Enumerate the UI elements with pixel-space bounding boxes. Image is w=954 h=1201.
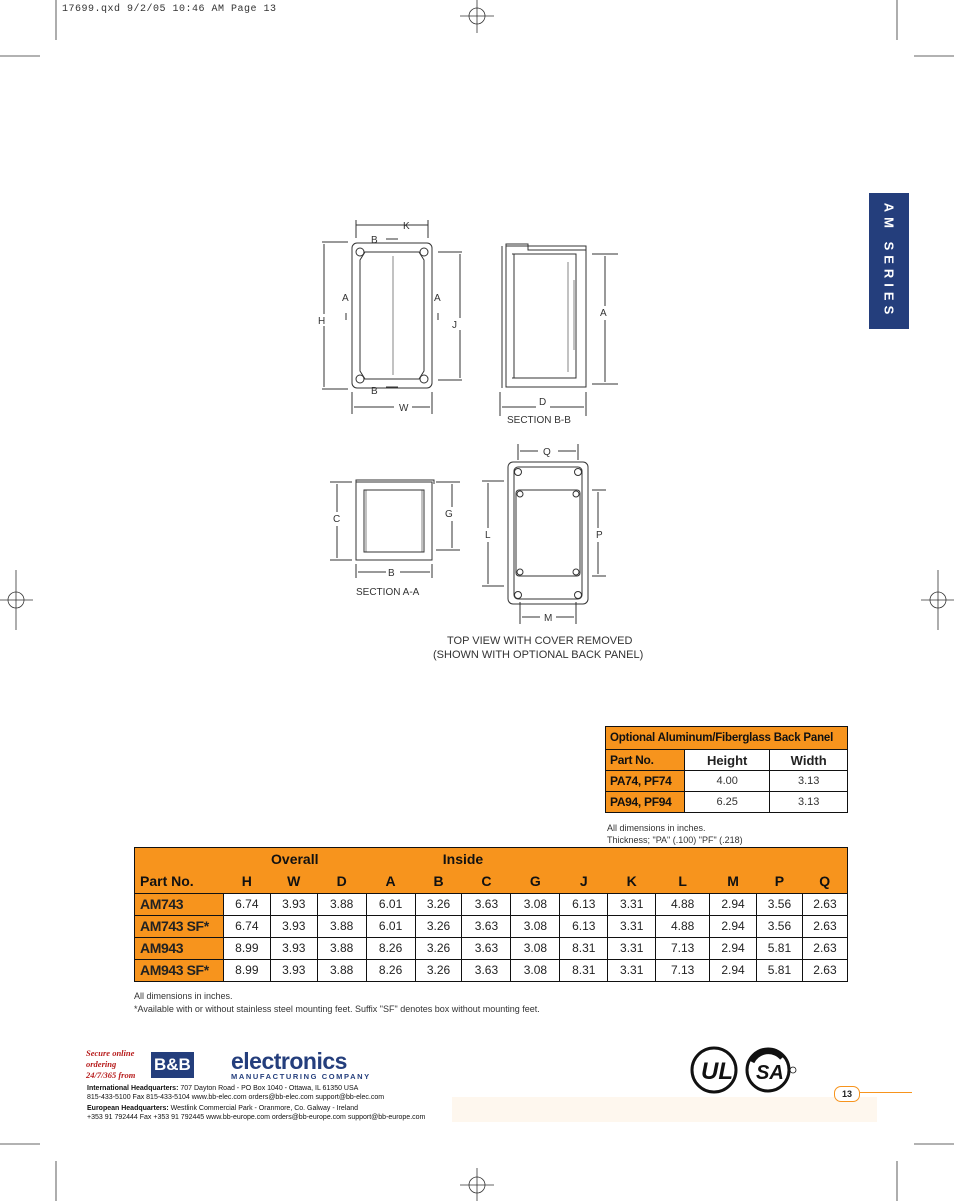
- column-header-q: Q: [802, 869, 847, 893]
- secure-ordering-note: [86, 1048, 150, 1081]
- dimension-cell-h: 8.99: [223, 937, 270, 959]
- dimension-cell-h: 6.74: [223, 893, 270, 915]
- dimension-cell-d: 3.88: [317, 915, 366, 937]
- group-header-inside: Inside: [366, 848, 560, 870]
- back-panel-width: 3.13: [770, 771, 848, 792]
- dim-label-h: H: [318, 316, 326, 327]
- back-panel-height: 4.00: [685, 771, 770, 792]
- section-aa-view: [330, 480, 460, 578]
- enclosure-drawings: [300, 210, 680, 670]
- dimension-cell-w: 3.93: [270, 893, 317, 915]
- column-header-w: W: [270, 869, 317, 893]
- back-panel-header-width: Width: [770, 750, 848, 771]
- dim-label-c: C: [333, 514, 341, 525]
- table-row: [606, 792, 848, 813]
- dimension-cell-k: 3.31: [608, 959, 656, 981]
- back-panel-title: Optional Aluminum/Fiberglass Back Panel: [606, 727, 848, 750]
- back-panel-header-height: Height: [685, 750, 770, 771]
- logo-sub: MANUFACTURING COMPANY: [231, 1072, 371, 1081]
- back-panel-width: 3.13: [770, 792, 848, 813]
- column-header-k: K: [608, 869, 656, 893]
- top-view-caption-2: (SHOWN WITH OPTIONAL BACK PANEL): [433, 649, 644, 661]
- column-header-b: B: [415, 869, 462, 893]
- dimension-cell-b: 3.26: [415, 893, 462, 915]
- logo-word: electronics: [231, 1048, 347, 1074]
- dimension-cell-c: 3.63: [462, 893, 511, 915]
- dim-label-a-left: A: [342, 293, 349, 304]
- top-view-labels: [433, 447, 643, 661]
- intl-hq-label: International Headquarters:: [87, 1085, 179, 1092]
- dimensions-table: [134, 847, 848, 982]
- top-view-caption-1: TOP VIEW WITH COVER REMOVED: [447, 635, 633, 647]
- table-row: [135, 959, 848, 981]
- intl-hq-contact: 815-433-5100 Fax 815-433-5104 www.bb-elec.com orders@bb-elec.com support@bb-elec.com: [87, 1093, 385, 1101]
- dimension-cell-a: 8.26: [366, 937, 415, 959]
- dim-label-w: W: [399, 403, 409, 414]
- secure-line-3: 24/7/365 from: [86, 1070, 136, 1080]
- csa-logo: [747, 1049, 796, 1091]
- section-bb-labels: [507, 308, 607, 426]
- eu-hq-label: European Headquarters:: [87, 1105, 169, 1112]
- dimension-cell-m: 2.94: [710, 959, 757, 981]
- table-row: [135, 893, 848, 915]
- certification-marks: [690, 1046, 800, 1096]
- part-no-header: Part No.: [135, 869, 224, 893]
- dimension-cell-c: 3.63: [462, 915, 511, 937]
- dimension-cell-h: 8.99: [223, 959, 270, 981]
- page-number: 13: [834, 1086, 860, 1102]
- section-aa-labels: [333, 509, 453, 598]
- dimension-cell-c: 3.63: [462, 937, 511, 959]
- column-header-p: P: [757, 869, 803, 893]
- footer-band: [452, 1097, 877, 1122]
- dimension-cell-w: 3.93: [270, 937, 317, 959]
- dimension-cell-d: 3.88: [317, 937, 366, 959]
- dimension-cell-k: 3.31: [608, 893, 656, 915]
- group-header-overall: Overall: [223, 848, 366, 870]
- dimension-cell-j: 6.13: [560, 893, 608, 915]
- table-row: [606, 771, 848, 792]
- back-panel-header-part: Part No.: [606, 750, 685, 771]
- dimension-cell-a: 6.01: [366, 915, 415, 937]
- table-row: [135, 915, 848, 937]
- dimension-cell-b: 3.26: [415, 959, 462, 981]
- dimension-cell-l: 4.88: [656, 915, 710, 937]
- dimension-cell-l: 7.13: [656, 959, 710, 981]
- dimension-cell-g: 3.08: [511, 937, 560, 959]
- dimension-cell-c: 3.63: [462, 959, 511, 981]
- dimension-cell-g: 3.08: [511, 893, 560, 915]
- dim-label-b-bottom: B: [371, 386, 378, 397]
- dimension-cell-p: 5.81: [757, 937, 803, 959]
- dimension-cell-w: 3.93: [270, 959, 317, 981]
- dimension-cell-m: 2.94: [710, 937, 757, 959]
- dim-label-m: M: [544, 613, 553, 624]
- table-row: [135, 937, 848, 959]
- part-number-cell: AM743: [135, 893, 224, 915]
- dimension-cell-b: 3.26: [415, 915, 462, 937]
- dimension-cell-g: 3.08: [511, 915, 560, 937]
- dimension-cell-l: 4.88: [656, 893, 710, 915]
- dimension-cell-k: 3.31: [608, 915, 656, 937]
- dimensions-note-units: All dimensions in inches.: [134, 991, 233, 1001]
- dim-label-a-right: A: [434, 293, 441, 304]
- column-header-d: D: [317, 869, 366, 893]
- dimension-cell-q: 2.63: [802, 959, 847, 981]
- part-number-cell: AM943: [135, 937, 224, 959]
- section-bb-caption: SECTION B-B: [507, 415, 571, 426]
- dimension-cell-w: 3.93: [270, 915, 317, 937]
- dimension-cell-d: 3.88: [317, 959, 366, 981]
- slug-line: 17699.qxd 9/2/05 10:46 AM Page 13: [62, 4, 277, 15]
- intl-hq-address: 707 Dayton Road - PO Box 1040 - Ottawa, IL 61350 USA: [180, 1085, 359, 1092]
- dim-label-p: P: [596, 530, 603, 541]
- part-number-cell: AM943 SF*: [135, 959, 224, 981]
- eu-hq-address: Westlink Commercial Park - Oranmore, Co. Galway - Ireland: [170, 1105, 359, 1112]
- back-panel-table: [605, 726, 848, 813]
- section-aa-caption: SECTION A-A: [356, 587, 420, 598]
- dimension-cell-p: 5.81: [757, 959, 803, 981]
- dimension-cell-j: 6.13: [560, 915, 608, 937]
- secure-line-1: Secure online: [86, 1048, 135, 1058]
- ul-logo: [692, 1048, 736, 1092]
- dimension-cell-q: 2.63: [802, 893, 847, 915]
- dim-label-l: L: [485, 530, 491, 541]
- dimension-cell-p: 3.56: [757, 893, 803, 915]
- column-header-h: H: [223, 869, 270, 893]
- dim-label-k: K: [403, 221, 410, 232]
- dimension-cell-d: 3.88: [317, 893, 366, 915]
- part-number-cell: AM743 SF*: [135, 915, 224, 937]
- dimension-cell-a: 8.26: [366, 959, 415, 981]
- dimension-cell-q: 2.63: [802, 937, 847, 959]
- series-tab: [869, 193, 909, 329]
- front-view-labels: [318, 221, 457, 414]
- dim-label-g: G: [445, 509, 453, 520]
- page-number-rule: [860, 1092, 912, 1093]
- column-header-m: M: [710, 869, 757, 893]
- dimension-cell-l: 7.13: [656, 937, 710, 959]
- eu-hq-contact: +353 91 792444 Fax +353 91 792445 www.bb-europe.com orders@bb-europe.com support@bb-europe.com: [87, 1113, 426, 1121]
- column-header-c: C: [462, 869, 511, 893]
- dimension-cell-m: 2.94: [710, 893, 757, 915]
- svg-text:SA: SA: [756, 1062, 784, 1084]
- dimension-cell-q: 2.63: [802, 915, 847, 937]
- section-bb-view: [500, 244, 618, 416]
- back-panel-part: PA94, PF94: [606, 792, 685, 813]
- dim-label-j: J: [452, 320, 457, 331]
- dimension-cell-g: 3.08: [511, 959, 560, 981]
- secure-line-2: ordering: [86, 1059, 117, 1069]
- back-panel-part: PA74, PF74: [606, 771, 685, 792]
- dim-label-a-side: A: [600, 308, 607, 319]
- dimension-cell-a: 6.01: [366, 893, 415, 915]
- eu-hq: [87, 1105, 425, 1122]
- dimension-cell-p: 3.56: [757, 915, 803, 937]
- intl-hq: [87, 1085, 384, 1102]
- bb-logo: [151, 1048, 386, 1082]
- dimension-cell-j: 8.31: [560, 937, 608, 959]
- column-header-a: A: [366, 869, 415, 893]
- dim-label-d: D: [539, 397, 547, 408]
- series-tab-label: AM SERIES: [881, 202, 897, 320]
- back-panel-height: 6.25: [685, 792, 770, 813]
- dim-label-b-top: B: [371, 235, 378, 246]
- dimensions-note-feet: *Available with or without stainless steel mounting feet. Suffix "SF" denotes box without mounting feet.: [134, 1004, 540, 1014]
- dim-label-q: Q: [543, 447, 551, 458]
- logo-bb: B&B: [151, 1052, 194, 1078]
- column-header-g: G: [511, 869, 560, 893]
- dimension-cell-b: 3.26: [415, 937, 462, 959]
- back-panel-note-thickness: Thickness; "PA" (.100) "PF" (.218): [607, 835, 743, 845]
- front-view: [322, 220, 462, 414]
- column-header-l: L: [656, 869, 710, 893]
- back-panel-note-units: All dimensions in inches.: [607, 823, 706, 833]
- dimension-cell-h: 6.74: [223, 915, 270, 937]
- dimension-cell-j: 8.31: [560, 959, 608, 981]
- dimension-cell-m: 2.94: [710, 915, 757, 937]
- top-view: [482, 444, 606, 624]
- column-header-j: J: [560, 869, 608, 893]
- dim-label-b-aa: B: [388, 568, 395, 579]
- dimension-cell-k: 3.31: [608, 937, 656, 959]
- svg-text:UL: UL: [701, 1058, 733, 1085]
